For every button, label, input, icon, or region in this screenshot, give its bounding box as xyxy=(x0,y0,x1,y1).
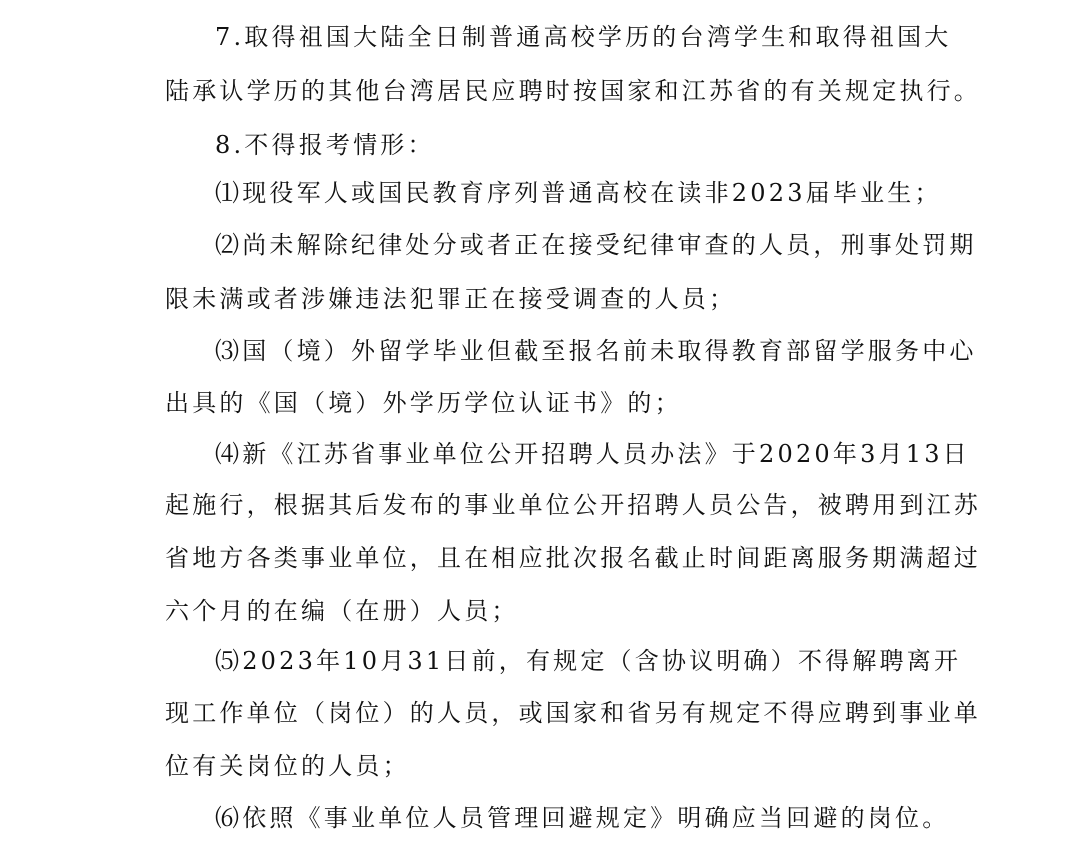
subitem-3-line-2: 出具的《国（境）外学历学位认证书》的； xyxy=(165,389,682,417)
subitem-2-line-2: 限未满或者涉嫌违法犯罪正在接受调查的人员； xyxy=(165,285,737,313)
subitem-4-line-4: 六个月的在编（在册）人员； xyxy=(165,597,519,625)
subitem-2-line-1: ⑵尚未解除纪律处分或者正在接受纪律审查的人员，刑事处罚期 xyxy=(215,231,977,259)
subitem-3-line-1: ⑶国（境）外留学毕业但截至报名前未取得教育部留学服务中心 xyxy=(215,337,977,365)
subitem-5-line-2: 现工作单位（岗位）的人员，或国家和省另有规定不得应聘到事业单 xyxy=(165,699,981,727)
paragraph-7-line-1: 7.取得祖国大陆全日制普通高校学历的台湾学生和取得祖国大 xyxy=(215,23,952,51)
subitem-6-line-1: ⑹依照《事业单位人员管理回避规定》明确应当回避的岗位。 xyxy=(215,804,950,832)
subitem-4-line-1: ⑷新《江苏省事业单位公开招聘人员办法》于2020年3月13日 xyxy=(215,440,970,468)
subitem-5-line-3: 位有关岗位的人员； xyxy=(165,752,410,780)
heading-item-8: 8.不得报考情形： xyxy=(215,131,435,159)
subitem-5-line-1: ⑸2023年10月31日前，有规定（含协议明确）不得解聘离开 xyxy=(215,647,962,675)
paragraph-7-line-2: 陆承认学历的其他台湾居民应聘时按国家和江苏省的有关规定执行。 xyxy=(165,77,981,105)
subitem-1-line-1: ⑴现役军人或国民教育序列普通高校在读非2023届毕业生； xyxy=(215,179,942,207)
subitem-4-line-3: 省地方各类事业单位，且在相应批次报名截止时间距离服务期满超过 xyxy=(165,544,981,572)
subitem-4-line-2: 起施行，根据其后发布的事业单位公开招聘人员公告，被聘用到江苏 xyxy=(165,491,981,519)
